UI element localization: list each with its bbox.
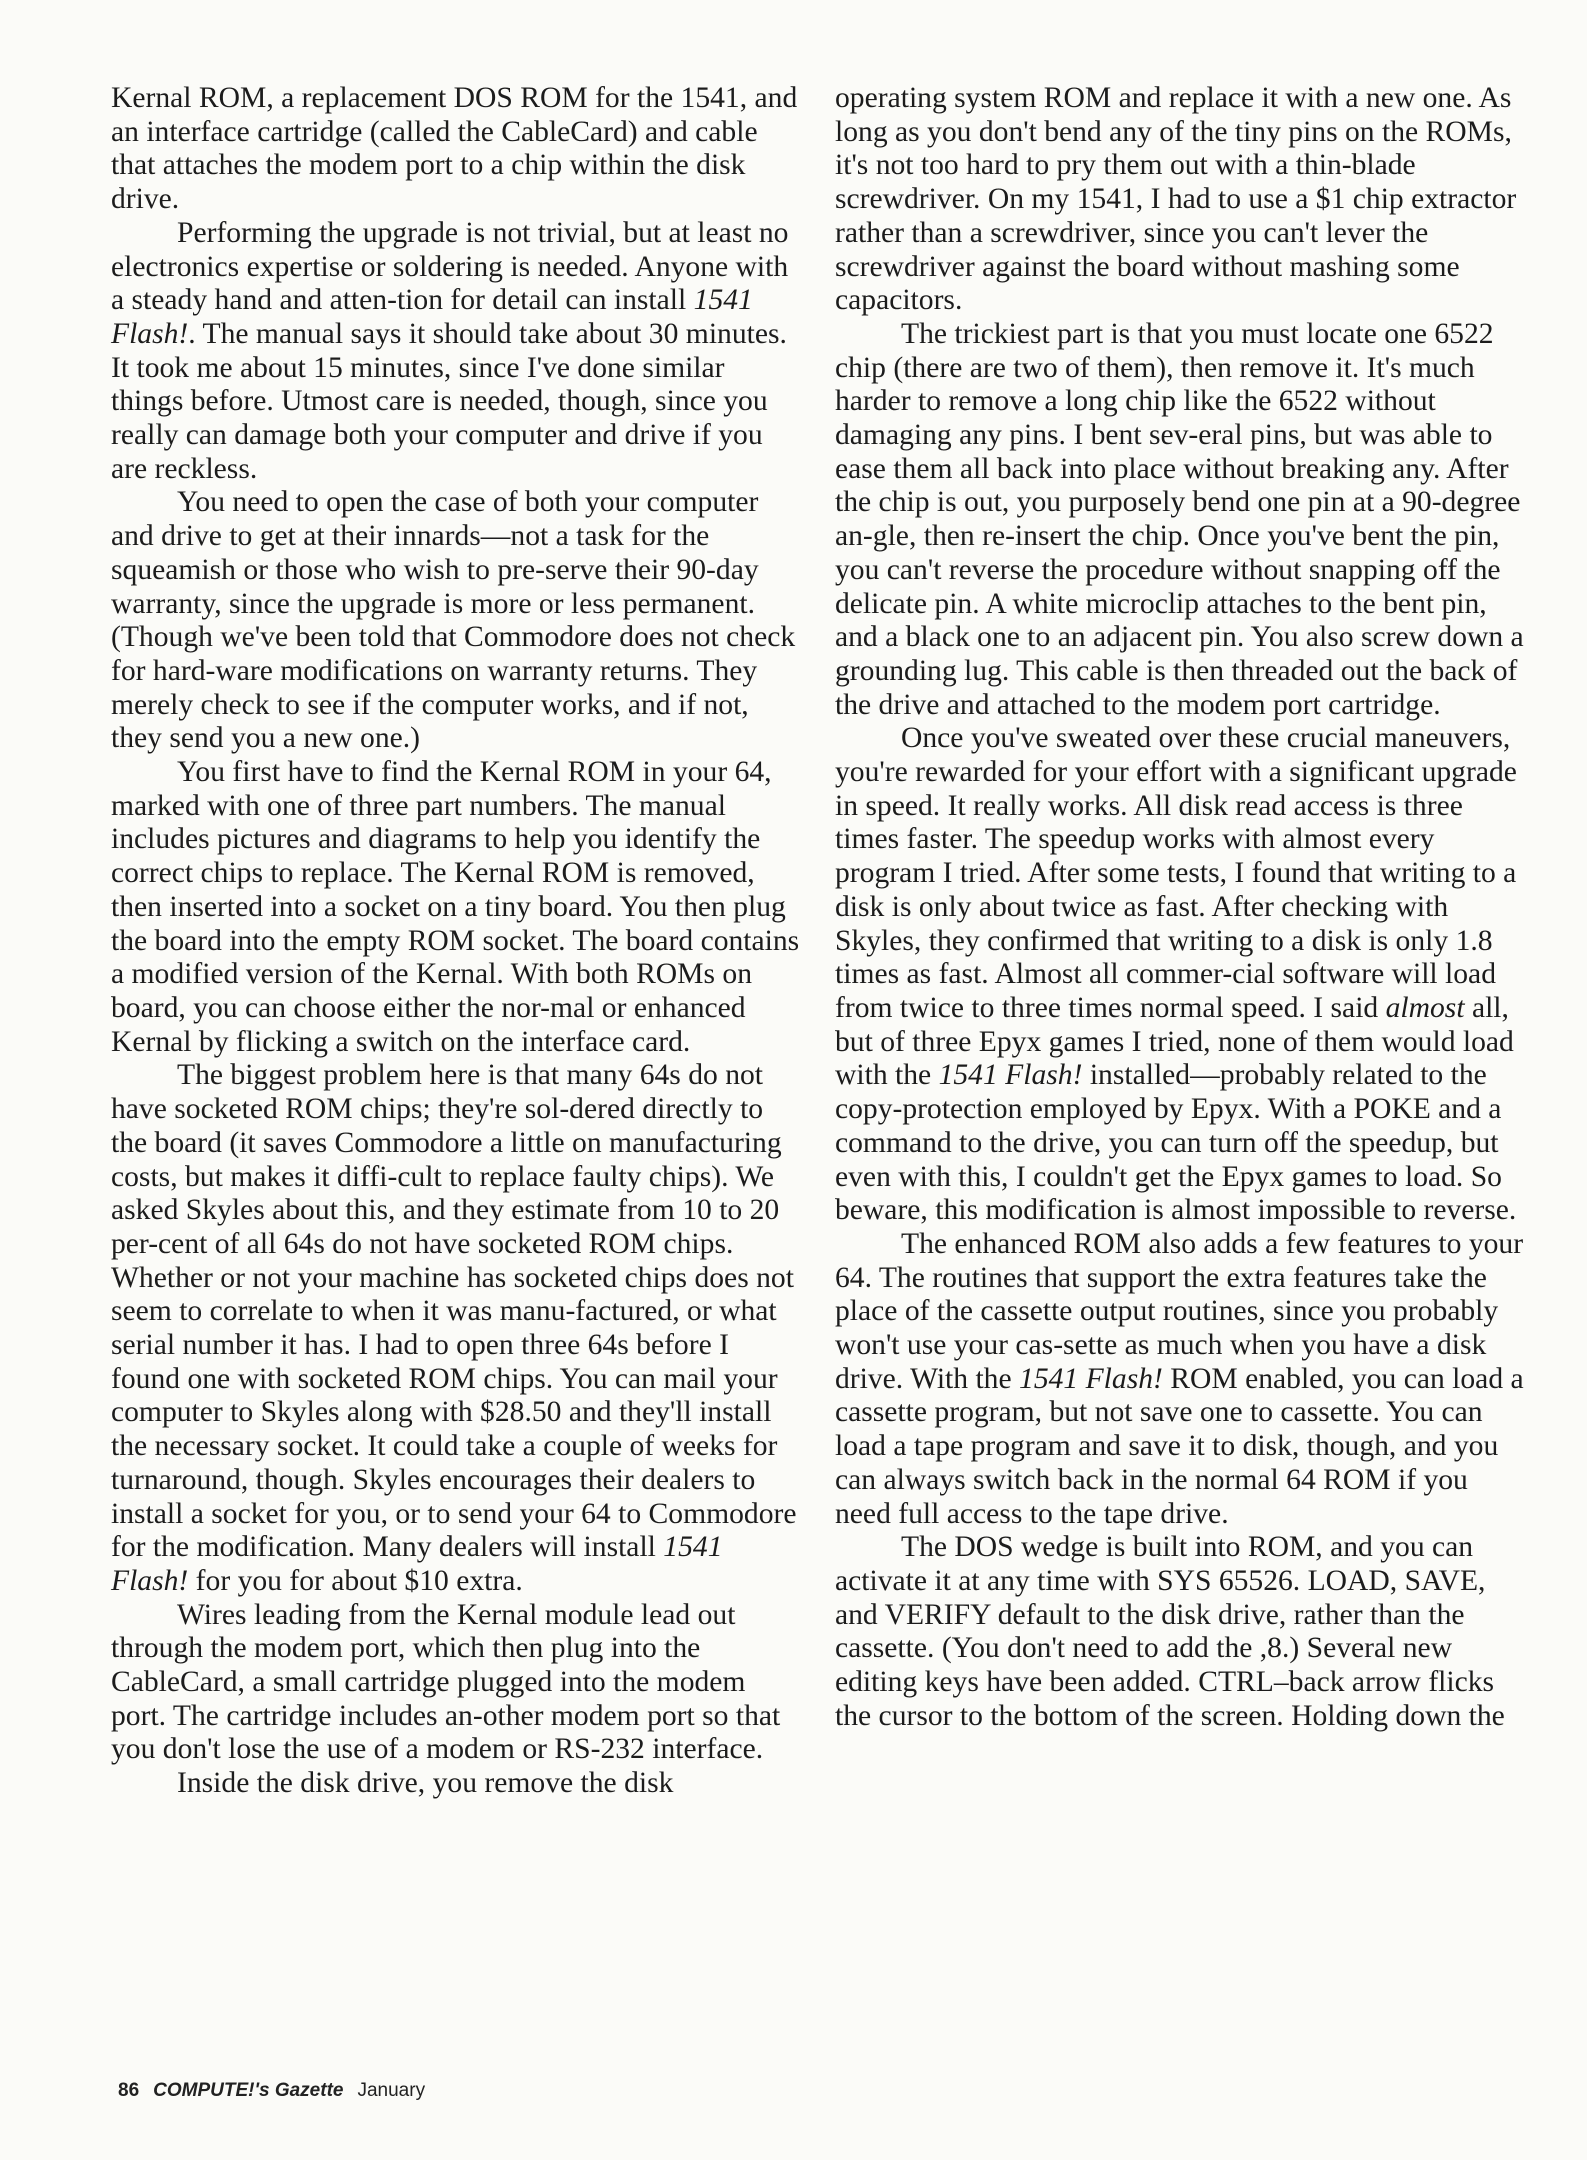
paragraph: The DOS wedge is built into ROM, and you can activate it at any time with SYS 65526. LOAD, SAVE, and VERIFY default to the disk drive, rather than the cassette. (You don't need to add the ,8.) Several new editing keys have been added. CTRL–back arrow flicks the cursor to the bottom of the screen. Holding down the xyxy=(835,1531,1505,1732)
paragraph: You need to open the case of both your computer and drive to get at their innards—not a task for the squeamish or those who wish to pre-serve their 90-day warranty, since the upgrade is more or less permanent. (Though we've been told that Commodore does not check for hard-ware modifications on warranty returns. They merely check to see if the computer works, and if not, they send you a new one.) xyxy=(111,486,796,755)
magazine-title: COMPUTE!'s Gazette xyxy=(153,2080,344,2101)
paragraph: The trickiest part is that you must locate one 6522 chip (there are two of them), then remove it. It's much harder to remove a long chip like the 6522 without damaging any pins. I bent sev-eral pins, but was able to ease them all back into place without breaking any. After the chip is out, you purposely bend one pin at a 90-degree an-gle, then re-insert the chip. Once you've bent the pin, you can't reverse the procedure without snapping off the delicate pin. A white microclip attaches to the bent pin, and a black one to an adjacent pin. You also screw down a grounding lug. This cable is then threaded out the back of the drive and attached to the modem port cartridge. xyxy=(835,317,1524,721)
page-footer xyxy=(118,2080,425,2102)
paragraph: Inside the disk drive, you remove the disk xyxy=(177,1767,674,1800)
paragraph: The biggest problem here is that many 64s do not have socketed ROM chips; they're sol-dered directly to the board (it saves Commodore a little on manufacturing costs, but makes it diffi-cult to replace faulty chips). We asked Skyles about this, and they estimate from 10 to 20 per-cent of all 64s do not have socketed ROM chips. Whether or not your machine has socketed chips does not seem to correlate to when it was manu-factured, or what serial number it has. I had to open three 64s before I found one with socketed ROM chips. You can mail your computer to Skyles along with $28.50 and they'll install the necessary socket. It could take a couple of weeks for turnaround, though. Skyles encourages their dealers to install a socket for you, or to send your 64 to Commodore for the modification. Many dealers will install 1541 Flash! for you for about $10 extra. xyxy=(111,1059,797,1597)
paragraph: Performing the upgrade is not trivial, but at least no electronics expertise or soldering is needed. Anyone with a steady hand and atten-tion for detail can install 1541 Flash!. The manual says it should take about 30 minutes. It took me about 15 minutes, since I've done similar things before. Utmost care is needed, though, since you really can damage both your computer and drive if you are reckless. xyxy=(111,216,789,485)
issue-month: January xyxy=(357,2080,426,2101)
right-column xyxy=(835,82,1525,1733)
paragraph: Wires leading from the Kernal module lead out through the modem port, which then plug into the CableCard, a small cartridge plugged into the modem port. The cartridge includes an-other modem port so that you don't lose the use of a modem or RS-232 interface. xyxy=(111,1598,781,1766)
page-number: 86 xyxy=(118,2080,140,2101)
left-column xyxy=(111,82,801,1801)
paragraph: Kernal ROM, a replacement DOS ROM for the 1541, and an interface cartridge (called the CableCard) and cable that attaches the modem port to a chip within the disk drive. xyxy=(111,82,798,216)
paragraph: You first have to find the Kernal ROM in your 64, marked with one of three part numbers. The manual includes pictures and diagrams to help you identify the correct chips to replace. The Kernal ROM is removed, then inserted into a socket on a tiny board. You then plug the board into the empty ROM socket. The board contains a modified version of the Kernal. With both ROMs on board, you can choose either the nor-mal or enhanced Kernal by flicking a switch on the interface card. xyxy=(111,756,800,1058)
paragraph: Once you've sweated over these crucial maneuvers, you're rewarded for your effort with a significant upgrade in speed. It really works. All disk read access is three times faster. The speedup works with almost every program I tried. After some tests, I found that writing to a disk is only about twice as fast. After checking with Skyles, they confirmed that writing to a disk is only 1.8 times as fast. Almost all commer-cial software will load from twice to three times normal speed. I said almost all, but of three Epyx games I tried, none of them would load with the 1541 Flash! installed—probably related to the copy-protection employed by Epyx. With a POKE and a command to the drive, you can turn off the speedup, but even with this, I couldn't get the Epyx games to load. So beware, this modification is almost impossible to reverse. xyxy=(835,722,1517,1227)
paragraph: The enhanced ROM also adds a few features to your 64. The routines that support the extra features take the place of the cassette output routines, since you probably won't use your cas-sette as much when you have a disk drive. With the 1541 Flash! ROM enabled, you can load a cassette program, but not save one to cassette. You can load a tape program and save it to disk, though, and you can always switch back in the normal 64 ROM if you need full access to the tape drive. xyxy=(835,1227,1524,1530)
paragraph: operating system ROM and replace it with a new one. As long as you don't bend any of the tiny pins on the ROMs, it's not too hard to pry them out with a thin-blade screwdriver. On my 1541, I had to use a $1 chip extractor rather than a screwdriver, since you can't lever the screwdriver against the board without mashing some capacitors. xyxy=(835,82,1517,317)
